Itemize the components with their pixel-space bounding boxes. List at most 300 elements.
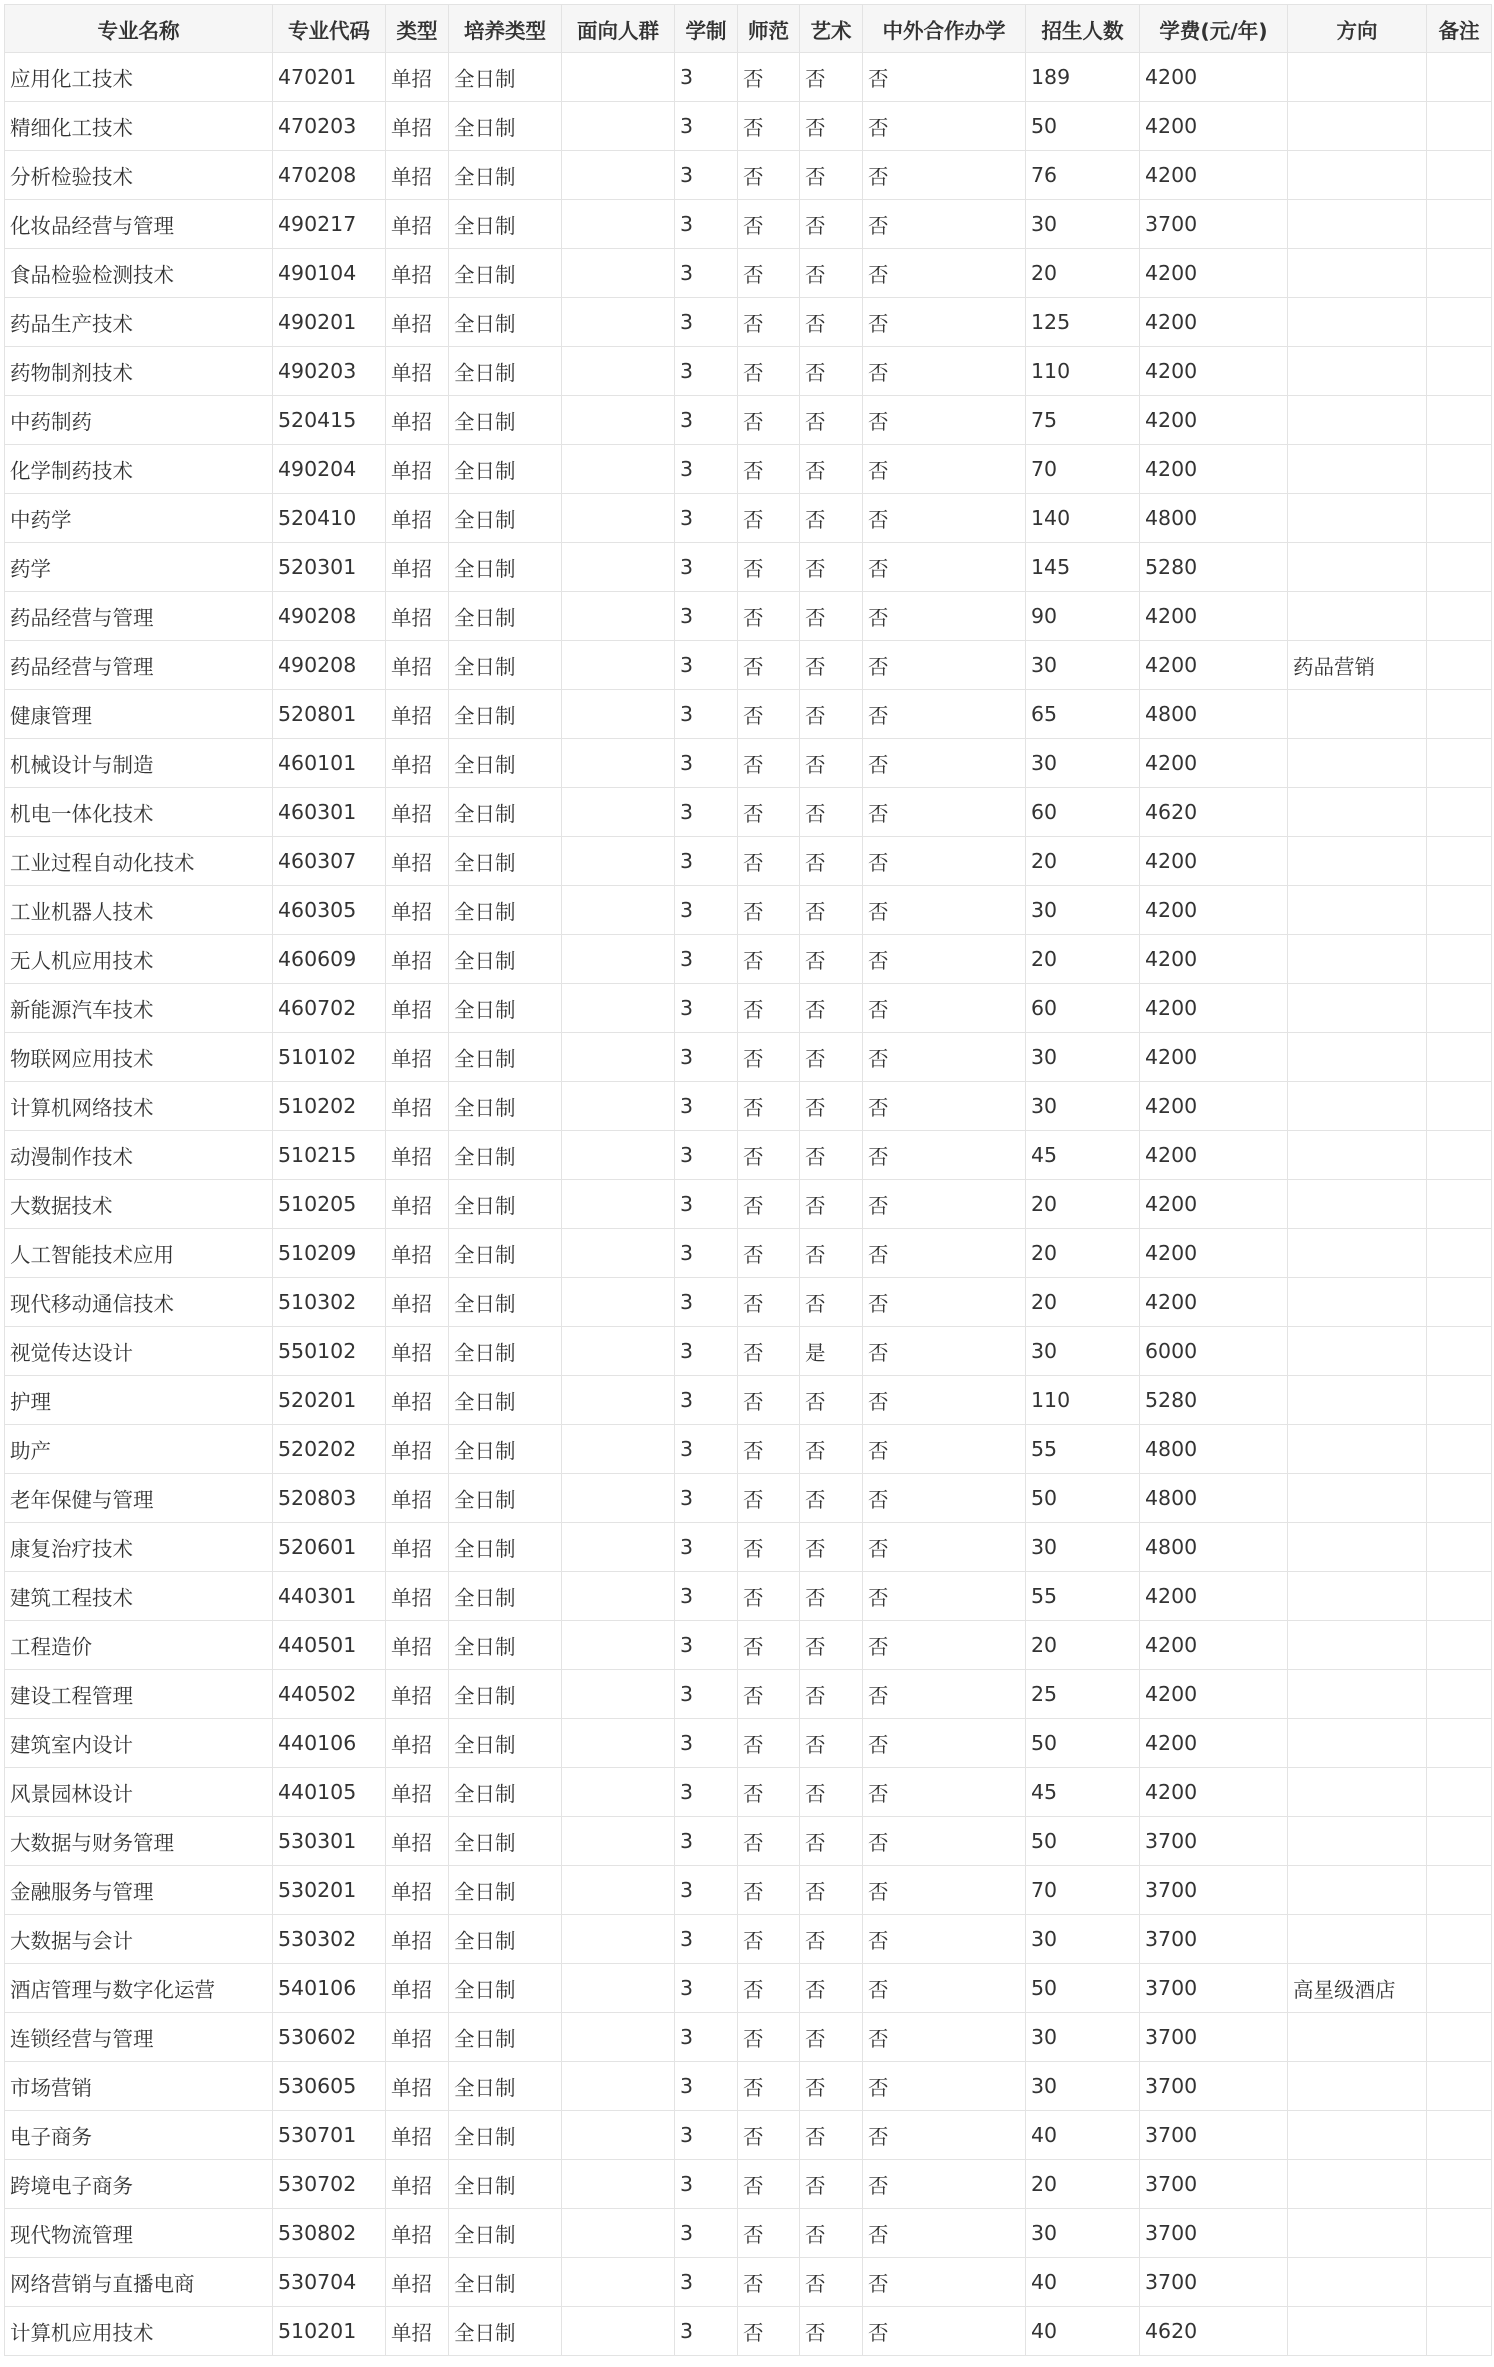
- cell-training-type: 全日制: [449, 249, 562, 298]
- cell-major-name: 药学: [5, 543, 273, 592]
- cell-enrollment: 30: [1026, 739, 1140, 788]
- cell-enrollment: 30: [1026, 641, 1140, 690]
- cell-direction: [1288, 2013, 1427, 2062]
- header-major-code: 专业代码: [273, 5, 386, 53]
- table-row: [5, 1621, 1492, 1670]
- cell-sino-foreign: 否: [863, 1180, 1026, 1229]
- cell-training-type: 全日制: [449, 2111, 562, 2160]
- cell-art: 否: [800, 1719, 863, 1768]
- cell-duration: 3: [675, 1670, 738, 1719]
- cell-duration: 3: [675, 1768, 738, 1817]
- table-row: [5, 396, 1492, 445]
- cell-training-type: 全日制: [449, 151, 562, 200]
- cell-remarks: [1427, 1229, 1492, 1278]
- cell-remarks: [1427, 2307, 1492, 2356]
- cell-type: 单招: [386, 1523, 449, 1572]
- cell-enrollment: 40: [1026, 2258, 1140, 2307]
- cell-duration: 3: [675, 739, 738, 788]
- table-row: [5, 1474, 1492, 1523]
- cell-major-name: 工业机器人技术: [5, 886, 273, 935]
- cell-type: 单招: [386, 298, 449, 347]
- cell-duration: 3: [675, 2160, 738, 2209]
- cell-training-type: 全日制: [449, 1621, 562, 1670]
- cell-duration: 3: [675, 1817, 738, 1866]
- cell-major-name: 新能源汽车技术: [5, 984, 273, 1033]
- cell-sino-foreign: 否: [863, 592, 1026, 641]
- cell-direction: [1288, 494, 1427, 543]
- cell-teacher-training: 否: [738, 1474, 800, 1523]
- cell-art: 否: [800, 298, 863, 347]
- cell-art: 否: [800, 445, 863, 494]
- cell-type: 单招: [386, 2160, 449, 2209]
- cell-tuition: 4800: [1140, 1523, 1288, 1572]
- cell-duration: 3: [675, 1229, 738, 1278]
- cell-enrollment: 50: [1026, 1817, 1140, 1866]
- table-row: [5, 1278, 1492, 1327]
- cell-type: 单招: [386, 984, 449, 1033]
- cell-major-name: 计算机应用技术: [5, 2307, 273, 2356]
- cell-direction: [1288, 1327, 1427, 1376]
- cell-tuition: 4200: [1140, 151, 1288, 200]
- cell-tuition: 3700: [1140, 2062, 1288, 2111]
- cell-remarks: [1427, 1180, 1492, 1229]
- cell-tuition: 6000: [1140, 1327, 1288, 1376]
- cell-training-type: 全日制: [449, 1082, 562, 1131]
- cell-teacher-training: 否: [738, 1572, 800, 1621]
- cell-remarks: [1427, 396, 1492, 445]
- table-row: [5, 2062, 1492, 2111]
- cell-major-name: 食品检验检测技术: [5, 249, 273, 298]
- cell-training-type: 全日制: [449, 837, 562, 886]
- cell-major-code: 530301: [273, 1817, 386, 1866]
- cell-target-group: [562, 1572, 675, 1621]
- cell-enrollment: 50: [1026, 1719, 1140, 1768]
- table-row: [5, 1670, 1492, 1719]
- cell-training-type: 全日制: [449, 592, 562, 641]
- cell-teacher-training: 否: [738, 1425, 800, 1474]
- cell-major-code: 490208: [273, 641, 386, 690]
- cell-duration: 3: [675, 837, 738, 886]
- cell-target-group: [562, 788, 675, 837]
- cell-tuition: 4800: [1140, 690, 1288, 739]
- cell-major-code: 520601: [273, 1523, 386, 1572]
- cell-remarks: [1427, 1719, 1492, 1768]
- cell-type: 单招: [386, 690, 449, 739]
- cell-tuition: 4200: [1140, 347, 1288, 396]
- cell-major-name: 化妆品经营与管理: [5, 200, 273, 249]
- cell-enrollment: 70: [1026, 1866, 1140, 1915]
- table-row: [5, 1915, 1492, 1964]
- cell-training-type: 全日制: [449, 347, 562, 396]
- cell-type: 单招: [386, 2013, 449, 2062]
- cell-training-type: 全日制: [449, 690, 562, 739]
- cell-sino-foreign: 否: [863, 641, 1026, 690]
- cell-teacher-training: 否: [738, 592, 800, 641]
- table-row: [5, 1327, 1492, 1376]
- table-row: [5, 1719, 1492, 1768]
- cell-target-group: [562, 53, 675, 102]
- cell-target-group: [562, 1425, 675, 1474]
- cell-training-type: 全日制: [449, 1425, 562, 1474]
- cell-major-name: 网络营销与直播电商: [5, 2258, 273, 2307]
- cell-sino-foreign: 否: [863, 1376, 1026, 1425]
- cell-teacher-training: 否: [738, 690, 800, 739]
- cell-art: 否: [800, 1621, 863, 1670]
- cell-major-code: 520803: [273, 1474, 386, 1523]
- cell-target-group: [562, 1278, 675, 1327]
- cell-target-group: [562, 445, 675, 494]
- cell-target-group: [562, 1327, 675, 1376]
- cell-direction: [1288, 592, 1427, 641]
- cell-sino-foreign: 否: [863, 935, 1026, 984]
- cell-art: 是: [800, 1327, 863, 1376]
- cell-art: 否: [800, 396, 863, 445]
- cell-type: 单招: [386, 249, 449, 298]
- cell-art: 否: [800, 347, 863, 396]
- cell-type: 单招: [386, 1082, 449, 1131]
- cell-training-type: 全日制: [449, 396, 562, 445]
- cell-tuition: 4200: [1140, 1768, 1288, 1817]
- cell-remarks: [1427, 151, 1492, 200]
- cell-major-code: 510302: [273, 1278, 386, 1327]
- cell-tuition: 4200: [1140, 445, 1288, 494]
- cell-art: 否: [800, 1866, 863, 1915]
- cell-duration: 3: [675, 298, 738, 347]
- cell-art: 否: [800, 1768, 863, 1817]
- cell-direction: [1288, 739, 1427, 788]
- cell-teacher-training: 否: [738, 886, 800, 935]
- cell-target-group: [562, 1376, 675, 1425]
- cell-direction: [1288, 1376, 1427, 1425]
- cell-tuition: 4200: [1140, 1033, 1288, 1082]
- header-art: 艺术: [800, 5, 863, 53]
- cell-direction: [1288, 396, 1427, 445]
- cell-training-type: 全日制: [449, 1915, 562, 1964]
- cell-art: 否: [800, 641, 863, 690]
- cell-direction: [1288, 1915, 1427, 1964]
- cell-art: 否: [800, 1033, 863, 1082]
- cell-major-name: 化学制药技术: [5, 445, 273, 494]
- cell-remarks: [1427, 886, 1492, 935]
- table-row: [5, 1523, 1492, 1572]
- cell-training-type: 全日制: [449, 1131, 562, 1180]
- cell-target-group: [562, 102, 675, 151]
- cell-sino-foreign: 否: [863, 200, 1026, 249]
- cell-enrollment: 30: [1026, 1523, 1140, 1572]
- cell-tuition: 4200: [1140, 837, 1288, 886]
- cell-target-group: [562, 2209, 675, 2258]
- header-teacher-training: 师范: [738, 5, 800, 53]
- cell-major-code: 490204: [273, 445, 386, 494]
- cell-teacher-training: 否: [738, 200, 800, 249]
- cell-art: 否: [800, 690, 863, 739]
- cell-remarks: [1427, 543, 1492, 592]
- cell-type: 单招: [386, 1866, 449, 1915]
- cell-major-name: 分析检验技术: [5, 151, 273, 200]
- table-row: [5, 837, 1492, 886]
- cell-major-name: 机械设计与制造: [5, 739, 273, 788]
- cell-target-group: [562, 1523, 675, 1572]
- cell-target-group: [562, 837, 675, 886]
- cell-type: 单招: [386, 1964, 449, 2013]
- cell-training-type: 全日制: [449, 494, 562, 543]
- cell-training-type: 全日制: [449, 1719, 562, 1768]
- table-row: [5, 102, 1492, 151]
- cell-direction: [1288, 102, 1427, 151]
- cell-duration: 3: [675, 2111, 738, 2160]
- cell-direction: [1288, 200, 1427, 249]
- cell-enrollment: 30: [1026, 200, 1140, 249]
- cell-remarks: [1427, 935, 1492, 984]
- cell-type: 单招: [386, 739, 449, 788]
- cell-major-code: 440105: [273, 1768, 386, 1817]
- cell-training-type: 全日制: [449, 1376, 562, 1425]
- cell-sino-foreign: 否: [863, 1866, 1026, 1915]
- cell-teacher-training: 否: [738, 935, 800, 984]
- cell-enrollment: 30: [1026, 2062, 1140, 2111]
- table-row: [5, 494, 1492, 543]
- table-row: [5, 788, 1492, 837]
- cell-duration: 3: [675, 1621, 738, 1670]
- cell-direction: [1288, 1572, 1427, 1621]
- cell-type: 单招: [386, 592, 449, 641]
- cell-remarks: [1427, 1278, 1492, 1327]
- header-tuition: 学费(元/年): [1140, 5, 1288, 53]
- cell-sino-foreign: 否: [863, 396, 1026, 445]
- cell-direction: [1288, 1278, 1427, 1327]
- cell-training-type: 全日制: [449, 1817, 562, 1866]
- cell-enrollment: 20: [1026, 935, 1140, 984]
- cell-target-group: [562, 1131, 675, 1180]
- cell-duration: 3: [675, 1474, 738, 1523]
- cell-major-code: 530602: [273, 2013, 386, 2062]
- cell-enrollment: 30: [1026, 1082, 1140, 1131]
- cell-major-code: 530605: [273, 2062, 386, 2111]
- cell-major-code: 530701: [273, 2111, 386, 2160]
- cell-teacher-training: 否: [738, 2258, 800, 2307]
- cell-sino-foreign: 否: [863, 1670, 1026, 1719]
- cell-type: 单招: [386, 2209, 449, 2258]
- cell-sino-foreign: 否: [863, 102, 1026, 151]
- cell-target-group: [562, 2062, 675, 2111]
- cell-target-group: [562, 984, 675, 1033]
- cell-tuition: 3700: [1140, 1915, 1288, 1964]
- table-row: [5, 739, 1492, 788]
- cell-teacher-training: 否: [738, 2013, 800, 2062]
- cell-teacher-training: 否: [738, 1964, 800, 2013]
- cell-type: 单招: [386, 2307, 449, 2356]
- cell-training-type: 全日制: [449, 1180, 562, 1229]
- header-row: [5, 5, 1492, 53]
- cell-sino-foreign: 否: [863, 1621, 1026, 1670]
- cell-type: 单招: [386, 347, 449, 396]
- cell-teacher-training: 否: [738, 1719, 800, 1768]
- cell-enrollment: 110: [1026, 347, 1140, 396]
- table-row: [5, 935, 1492, 984]
- cell-art: 否: [800, 249, 863, 298]
- cell-remarks: [1427, 200, 1492, 249]
- cell-enrollment: 20: [1026, 1621, 1140, 1670]
- cell-remarks: [1427, 1474, 1492, 1523]
- cell-type: 单招: [386, 1033, 449, 1082]
- cell-type: 单招: [386, 1229, 449, 1278]
- table-body: [5, 53, 1492, 2356]
- cell-tuition: 4800: [1140, 1425, 1288, 1474]
- cell-target-group: [562, 935, 675, 984]
- cell-target-group: [562, 249, 675, 298]
- cell-tuition: 3700: [1140, 1817, 1288, 1866]
- cell-duration: 3: [675, 1327, 738, 1376]
- cell-type: 单招: [386, 1131, 449, 1180]
- cell-sino-foreign: 否: [863, 1719, 1026, 1768]
- cell-remarks: [1427, 1621, 1492, 1670]
- cell-target-group: [562, 1033, 675, 1082]
- cell-teacher-training: 否: [738, 1229, 800, 1278]
- table-row: [5, 543, 1492, 592]
- cell-major-code: 470203: [273, 102, 386, 151]
- cell-direction: 药品营销: [1288, 641, 1427, 690]
- cell-major-code: 520410: [273, 494, 386, 543]
- cell-target-group: [562, 1474, 675, 1523]
- cell-major-name: 连锁经营与管理: [5, 2013, 273, 2062]
- table-row: [5, 1033, 1492, 1082]
- cell-major-name: 工程造价: [5, 1621, 273, 1670]
- cell-art: 否: [800, 935, 863, 984]
- cell-major-name: 药品生产技术: [5, 298, 273, 347]
- cell-target-group: [562, 886, 675, 935]
- cell-major-name: 应用化工技术: [5, 53, 273, 102]
- cell-enrollment: 70: [1026, 445, 1140, 494]
- cell-direction: [1288, 1866, 1427, 1915]
- cell-type: 单招: [386, 1327, 449, 1376]
- cell-enrollment: 40: [1026, 2307, 1140, 2356]
- cell-type: 单招: [386, 886, 449, 935]
- cell-remarks: [1427, 984, 1492, 1033]
- cell-sino-foreign: 否: [863, 53, 1026, 102]
- table-row: [5, 1425, 1492, 1474]
- cell-teacher-training: 否: [738, 1817, 800, 1866]
- cell-training-type: 全日制: [449, 984, 562, 1033]
- cell-target-group: [562, 2307, 675, 2356]
- cell-direction: [1288, 1523, 1427, 1572]
- cell-major-code: 530201: [273, 1866, 386, 1915]
- cell-remarks: [1427, 1131, 1492, 1180]
- cell-target-group: [562, 592, 675, 641]
- cell-duration: 3: [675, 2258, 738, 2307]
- cell-tuition: 4200: [1140, 592, 1288, 641]
- cell-tuition: 4200: [1140, 53, 1288, 102]
- cell-tuition: 4200: [1140, 1572, 1288, 1621]
- enrollment-table: [4, 4, 1492, 2356]
- cell-remarks: [1427, 298, 1492, 347]
- cell-major-name: 药物制剂技术: [5, 347, 273, 396]
- cell-teacher-training: 否: [738, 739, 800, 788]
- cell-tuition: 3700: [1140, 2258, 1288, 2307]
- header-sino-foreign: 中外合作办学: [863, 5, 1026, 53]
- cell-major-code: 520201: [273, 1376, 386, 1425]
- cell-sino-foreign: 否: [863, 347, 1026, 396]
- cell-tuition: 4620: [1140, 2307, 1288, 2356]
- cell-duration: 3: [675, 690, 738, 739]
- table-row: [5, 347, 1492, 396]
- cell-training-type: 全日制: [449, 1964, 562, 2013]
- cell-sino-foreign: 否: [863, 1327, 1026, 1376]
- cell-target-group: [562, 690, 675, 739]
- cell-art: 否: [800, 984, 863, 1033]
- cell-training-type: 全日制: [449, 2209, 562, 2258]
- cell-type: 单招: [386, 1180, 449, 1229]
- table-row: [5, 249, 1492, 298]
- cell-enrollment: 65: [1026, 690, 1140, 739]
- cell-target-group: [562, 1180, 675, 1229]
- cell-teacher-training: 否: [738, 1670, 800, 1719]
- header-remarks: 备注: [1427, 5, 1492, 53]
- cell-remarks: [1427, 445, 1492, 494]
- cell-direction: [1288, 1474, 1427, 1523]
- cell-art: 否: [800, 886, 863, 935]
- cell-teacher-training: 否: [738, 1866, 800, 1915]
- cell-art: 否: [800, 1180, 863, 1229]
- cell-target-group: [562, 298, 675, 347]
- cell-tuition: 4800: [1140, 1474, 1288, 1523]
- cell-enrollment: 50: [1026, 1474, 1140, 1523]
- cell-art: 否: [800, 1229, 863, 1278]
- cell-enrollment: 30: [1026, 1327, 1140, 1376]
- cell-major-name: 物联网应用技术: [5, 1033, 273, 1082]
- cell-duration: 3: [675, 445, 738, 494]
- cell-sino-foreign: 否: [863, 739, 1026, 788]
- cell-training-type: 全日制: [449, 739, 562, 788]
- table-row: [5, 984, 1492, 1033]
- cell-major-code: 510215: [273, 1131, 386, 1180]
- cell-direction: [1288, 53, 1427, 102]
- header-target-group: 面向人群: [562, 5, 675, 53]
- cell-direction: [1288, 1719, 1427, 1768]
- cell-duration: 3: [675, 2307, 738, 2356]
- cell-tuition: 4200: [1140, 1180, 1288, 1229]
- cell-major-name: 跨境电子商务: [5, 2160, 273, 2209]
- cell-direction: [1288, 2209, 1427, 2258]
- cell-major-code: 520415: [273, 396, 386, 445]
- cell-tuition: 3700: [1140, 2013, 1288, 2062]
- cell-duration: 3: [675, 1866, 738, 1915]
- cell-type: 单招: [386, 1817, 449, 1866]
- table-row: [5, 1572, 1492, 1621]
- cell-major-name: 无人机应用技术: [5, 935, 273, 984]
- cell-major-name: 计算机网络技术: [5, 1082, 273, 1131]
- cell-teacher-training: 否: [738, 53, 800, 102]
- cell-type: 单招: [386, 1376, 449, 1425]
- cell-enrollment: 55: [1026, 1425, 1140, 1474]
- cell-tuition: 4200: [1140, 1719, 1288, 1768]
- cell-enrollment: 40: [1026, 2111, 1140, 2160]
- cell-major-name: 建设工程管理: [5, 1670, 273, 1719]
- cell-major-name: 风景园林设计: [5, 1768, 273, 1817]
- cell-direction: [1288, 690, 1427, 739]
- cell-enrollment: 20: [1026, 837, 1140, 886]
- cell-type: 单招: [386, 494, 449, 543]
- cell-training-type: 全日制: [449, 641, 562, 690]
- table-row: [5, 2209, 1492, 2258]
- cell-target-group: [562, 2111, 675, 2160]
- cell-training-type: 全日制: [449, 2307, 562, 2356]
- cell-teacher-training: 否: [738, 298, 800, 347]
- cell-enrollment: 90: [1026, 592, 1140, 641]
- cell-major-name: 电子商务: [5, 2111, 273, 2160]
- cell-art: 否: [800, 2062, 863, 2111]
- cell-training-type: 全日制: [449, 53, 562, 102]
- cell-remarks: [1427, 837, 1492, 886]
